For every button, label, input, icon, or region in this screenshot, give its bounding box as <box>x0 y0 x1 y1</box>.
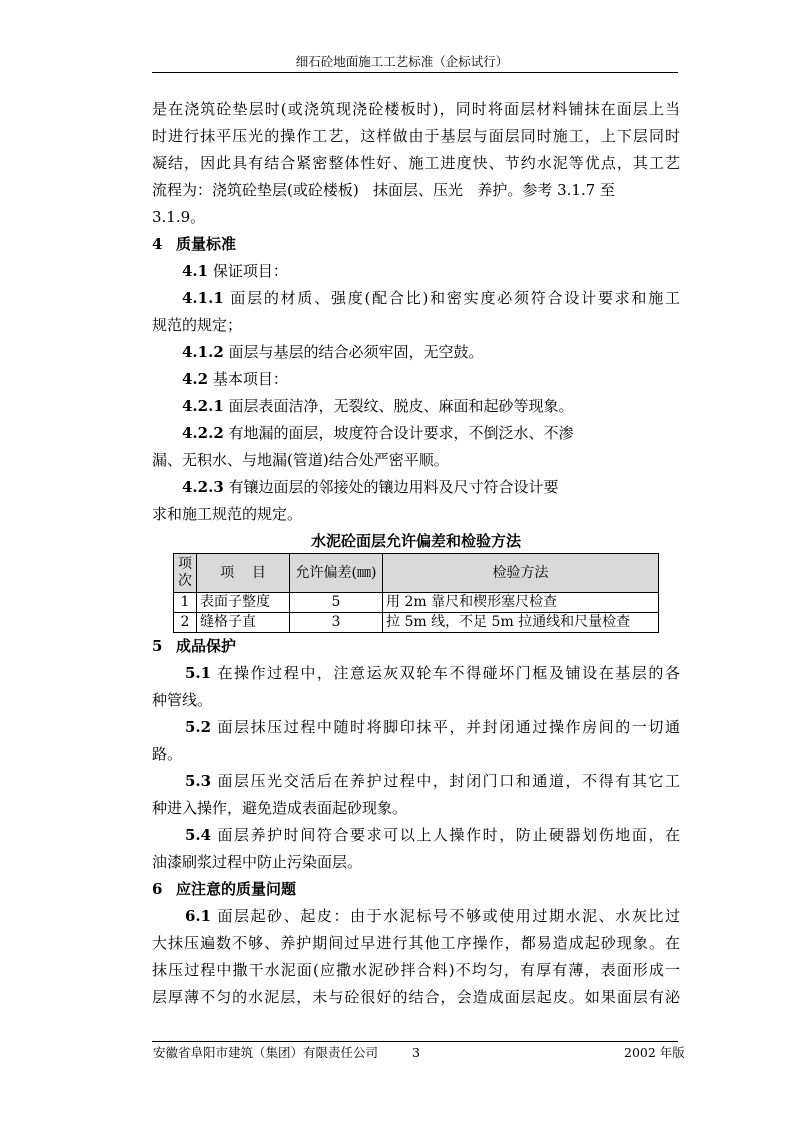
clause-5-4 <box>152 822 680 849</box>
clause-number: 5.2 <box>185 718 212 736</box>
col-header-tolerance: 允许偏差(㎜) <box>290 554 383 593</box>
clause-5-4-cont: 油漆刷浆过程中防止污染面层。 <box>152 853 363 871</box>
section-number: 4 <box>152 235 163 253</box>
clause-number: 6.1 <box>185 907 212 925</box>
clause-4-1-1-cont: 规范的规定； <box>152 316 243 334</box>
section-6-heading <box>152 876 680 903</box>
clause-number: 4.1 <box>182 262 209 280</box>
clause-text: 保证项目： <box>212 262 288 280</box>
clause-text: 基本项目： <box>212 370 288 388</box>
clause-number: 4.2.3 <box>182 478 224 496</box>
clause-number: 4.2 <box>182 370 209 388</box>
footer-edition: 2002 年版 <box>624 1045 685 1060</box>
table-row <box>174 613 659 633</box>
clause-number: 5.3 <box>185 772 212 790</box>
clause-4-2 <box>152 366 680 393</box>
col-header-no: 项次 <box>174 554 197 593</box>
cell-item: 表面子整度 <box>197 593 290 613</box>
intro-line: 是在浇筑砼垫层时(或浇筑现浇砼楼板时)，同时将面层材料铺抹在面层上当 <box>152 100 680 118</box>
clause-text: 面层抹压过程中随时将脚印抹平，并封闭通过操作房间的一切通 <box>217 718 680 736</box>
tolerance-table <box>173 553 659 633</box>
clause-5-1 <box>152 660 680 687</box>
clause-6-1-cont: 层厚薄不匀的水泥层，未与砼很好的结合，会造成面层起皮。如果面层有泌 <box>152 988 680 1006</box>
col-header-method: 检验方法 <box>383 554 659 593</box>
clause-5-2 <box>152 714 680 741</box>
clause-6-1 <box>152 903 680 930</box>
section-title: 质量标准 <box>176 235 237 253</box>
clause-4-1-2 <box>152 339 680 366</box>
cell-tolerance: 5 <box>290 593 383 613</box>
intro-line: 3.1.9。 <box>152 208 206 226</box>
clause-number: 4.1.1 <box>182 289 224 307</box>
cell-item: 缝格子直 <box>197 613 290 633</box>
clause-text: 在操作过程中，注意运灰双轮车不得碰坏门框及铺设在基层的各 <box>217 664 680 682</box>
section-4-heading <box>152 231 680 258</box>
clause-5-3-cont: 种进入操作，避免造成表面起砂现象。 <box>152 799 408 817</box>
intro-line: 凝结，因此具有结合紧密整体性好、施工进度快、节约水泥等优点，其工艺 <box>152 154 680 172</box>
section-title: 应注意的质量问题 <box>176 880 297 898</box>
footer-company: 安徽省阜阳市建筑（集团）有限责任公司 <box>153 1045 379 1060</box>
intro-line: 时进行抹平压光的操作工艺，这样做由于基层与面层同时施工，上下层同时 <box>152 127 680 145</box>
clause-4-2-2-cont: 漏、无积水、与地漏(管道)结合处严密平顺。 <box>152 451 449 469</box>
footer-page-number: 3 <box>412 1045 420 1060</box>
clause-6-1-cont: 抹压过程中撒干水泥面(应撒水泥砂拌合料)不均匀，有厚有薄，表面形成一 <box>152 961 680 979</box>
clause-number: 4.1.2 <box>182 343 224 361</box>
clause-number: 4.2.2 <box>182 424 224 442</box>
col-header-item: 项 目 <box>197 554 290 593</box>
cell-method: 用 2m 靠尺和楔形塞尺检查 <box>383 593 659 613</box>
clause-text: 面层压光交活后在养护过程中，封闭门口和通道，不得有其它工 <box>217 772 680 790</box>
section-number: 5 <box>152 637 163 655</box>
clause-text: 面层起砂、起皮：由于水泥标号不够或使用过期水泥、水灰比过 <box>217 907 680 925</box>
clause-text: 有地漏的面层，坡度符合设计要求，不倒泛水、不渗 <box>228 424 574 442</box>
header-rule <box>152 72 678 73</box>
table-row <box>174 593 659 613</box>
clause-number: 5.1 <box>185 664 212 682</box>
clause-text: 面层表面洁净，无裂纹、脱皮、麻面和起砂等现象。 <box>228 397 574 415</box>
clause-text: 面层养护时间符合要求可以上人操作时，防止硬器划伤地面，在 <box>217 826 680 844</box>
clause-text: 面层的材质、强度(配合比)和密实度必须符合设计要求和施工 <box>230 289 680 307</box>
clause-5-2-cont: 路。 <box>152 745 183 763</box>
document-body <box>152 96 680 1011</box>
clause-number: 4.2.1 <box>182 397 224 415</box>
footer-rule <box>152 1041 678 1042</box>
clause-4-2-1 <box>152 393 680 420</box>
clause-4-1 <box>152 258 680 285</box>
clause-6-1-cont: 大抹压遍数不够、养护期间过早进行其他工序操作，都易造成起砂现象。在 <box>152 934 680 952</box>
table-header-row <box>174 554 659 593</box>
clause-text: 有镶边面层的邻接处的镶边用料及尺寸符合设计要 <box>228 478 559 496</box>
cell-method: 拉 5m 线，不足 5m 拉通线和尺量检查 <box>383 613 659 633</box>
section-5-heading <box>152 633 680 660</box>
clause-text: 面层与基层的结合必须牢固，无空鼓。 <box>228 343 484 361</box>
clause-number: 5.4 <box>185 826 212 844</box>
clause-4-1-1 <box>152 285 680 312</box>
clause-5-1-cont: 种管线。 <box>152 691 213 709</box>
clause-4-2-3 <box>152 474 680 501</box>
clause-4-2-2 <box>152 420 680 447</box>
page-header: 细石砼地面施工工艺标准（企标试行） <box>295 54 509 69</box>
cell-tolerance: 3 <box>290 613 383 633</box>
section-title: 成品保护 <box>176 637 237 655</box>
table-caption: 水泥砼面层允许偏差和检验方法 <box>310 532 521 550</box>
intro-line: 流程为：浇筑砼垫层(或砼楼板) 抹面层、压光 养护。参考 3.1.7 至 <box>152 181 616 199</box>
clause-4-2-3-cont: 求和施工规范的规定。 <box>152 505 303 523</box>
section-number: 6 <box>152 880 163 898</box>
clause-5-3 <box>152 768 680 795</box>
cell-no: 2 <box>174 613 197 633</box>
cell-no: 1 <box>174 593 197 613</box>
